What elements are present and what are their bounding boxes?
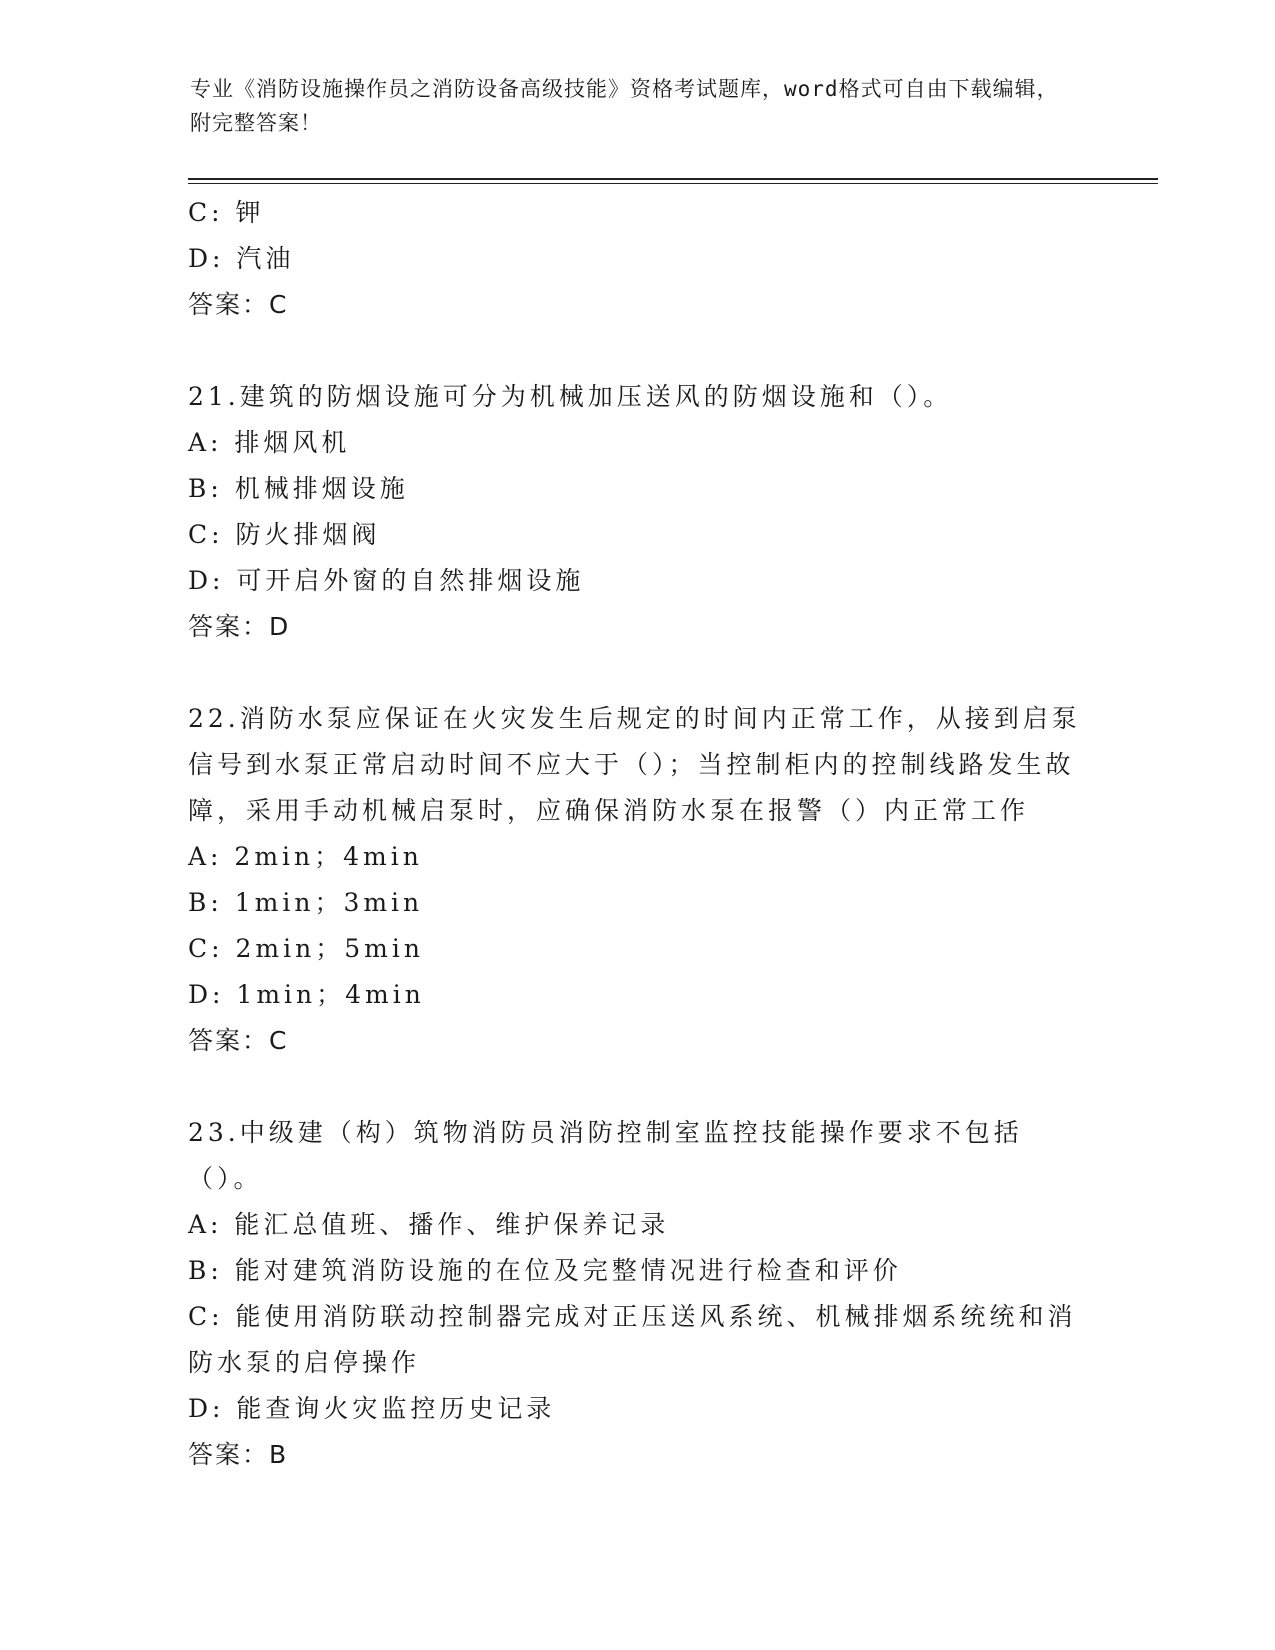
partial-question [188, 190, 1088, 328]
question-23 [188, 1110, 1088, 1478]
option-d: D: 能查询火灾监控历史记录 [188, 1394, 556, 1423]
question-stem: 22.消防水泵应保证在火灾发生后规定的时间内正常工作，从接到启泵信号到水泵正常启动时间不应大于（）；当控制柜内的控制线路发生故障，采用手动机械启泵时，应确保消防水泵在报警（）内正常工作 [188, 704, 1081, 825]
option-c: C: 防火排烟阀 [188, 520, 381, 549]
answer-text: 答案：B [188, 1440, 289, 1469]
option-c: C: 2min；5min [188, 934, 424, 963]
question-22 [188, 696, 1088, 1064]
option-a: A: 能汇总值班、播作、维护保养记录 [188, 1210, 670, 1239]
question-21 [188, 374, 1088, 650]
option-b: B: 机械排烟设施 [188, 474, 409, 503]
header-divider [188, 178, 1158, 184]
answer-text: 答案：C [188, 1026, 289, 1055]
question-stem: 23.中级建（构）筑物消防员消防控制室监控技能操作要求不包括（）。 [188, 1118, 1023, 1193]
page-header-text: 专业《消防设施操作员之消防设备高级技能》资格考试题库，word格式可自由下载编辑，附完整答案！ [190, 77, 1059, 135]
question-stem: 21.建筑的防烟设施可分为机械加压送风的防烟设施和（）。 [188, 382, 953, 411]
option-a: A: 2min；4min [188, 842, 423, 871]
answer-text: 答案：C [188, 290, 289, 319]
option-c: C: 钾 [188, 198, 265, 227]
option-a: A: 排烟风机 [188, 428, 351, 457]
question-content [188, 190, 1088, 1478]
option-d: D: 1min；4min [188, 980, 425, 1009]
option-b: B: 1min；3min [188, 888, 424, 917]
option-d: D: 汽油 [188, 244, 295, 273]
option-b: B: 能对建筑消防设施的在位及完整情况进行检查和评价 [188, 1256, 902, 1285]
option-c: C: 能使用消防联动控制器完成对正压送风系统、机械排烟系统统和消防水泵的启停操作 [188, 1302, 1077, 1377]
option-d: D: 可开启外窗的自然排烟设施 [188, 566, 585, 595]
answer-text: 答案：D [188, 612, 291, 641]
